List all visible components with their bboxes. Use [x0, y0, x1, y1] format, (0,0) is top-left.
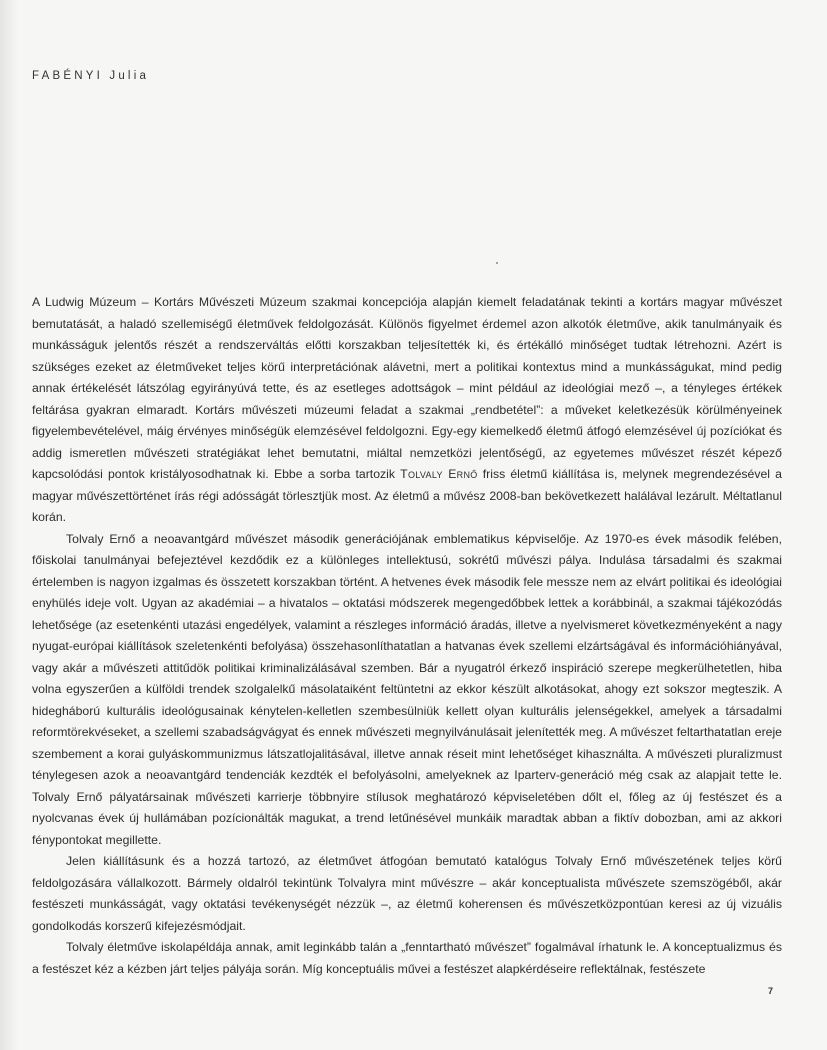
paragraph-2: Tolvaly Ernő a neoavantgárd művészet második generációjának emblematikus képviselője. Az 1970-es évek második felében, főiskolai tanulmányai befejeztével kezdődik ez a különleges intellektusú, sokrétű művészi pálya. Indulása társadalmi és szakmai értelemben is nagyon izgalmas és összetett korszakban történt. A hetvenes évek második fele messze nem az elvárt politikai és ideológiai enyhülés ideje volt. Ugyan az akadémiai – a hivatalos – oktatási módszerek megengedőbbek lettek a korábbinál, a szakmai tájékozódás lehetősége (az esetenkénti utazási engedélyek, valamint a részleges információ áradás, illetve a nyelvismeret következményeként a nagy nyugat-európai kiállítások szeletenkénti befolyása) összehasonlíthatatlan a hatvanas évek szellemi elzártságával és információhiányával, vagy akár a művészeti attitűdök politikai kriminalizálásával szemben. Bár a nyugatról érkező inspiráció szerepe megkerülhetetlen, hiba volna egyszerűen a külföldi trendek szolgalelkű másolataiként feltüntetni az ekkor készült alkotásokat, ahogy ezt sokszor megteszik. A hidegháború kulturális ideológusainak kénytelen-kelletlen szembesülniük kellett olyan kulturális jelenségekkel, amelyek a társadalmi reformtörekvéseket, a szellemi szabadságvágyat és ennek művészeti megnyilvánulásait jelenítették meg. A művészet feltarthatatlan ereje szembement a korai gulyáskommunizmus látszatlojalitásával, illetve annak réseit mint lehetőséget kihasználta. A művészeti pluralizmust ténylegesen azok a neoavantgárd tendenciák kezdték el befolyásolni, amelyeknek az Iparterv-generáció még csak az alapjait tette le. Tolvaly Ernő pályatársainak művészeti karrierje többnyire stílusok meghatározó képviseletében dőlt el, főleg az új festészet és a nyolcvanas évek új hullámában pozícionálták magukat, a trend letűnésével munkáik maradtak abban a fiktív dobozban, ami az akkori fénypontokat megillette.: [32, 531, 782, 847]
paragraph-3: Jelen kiállításunk és a hozzá tartozó, az életművet átfogóan bemutató katalógus Tolvaly Ernő művészetének teljes körű feldolgozására vállalkozott. Bármely oldalról tekintünk Tolvalyra mint művészre – akár konceptualista művészete szemszögéből, akár festészeti munkásságát, vagy oktatási tevékenységét nézzük –, az életmű koherensen és művészetközpontúan keresi az új vizuális gondolkodás korszerű kifejezésmódjait.: [32, 854, 782, 933]
article-body: [32, 292, 782, 980]
paragraph-1: [32, 292, 782, 529]
page-number: 7: [767, 986, 773, 996]
scan-speck: [496, 262, 498, 264]
author-given-name: Julia: [109, 70, 150, 82]
author-surname: FABÉNYI: [32, 70, 103, 82]
paragraph-1-text-b: friss életmű kiállítása is, melynek megrendezésével a magyar művészettörténet írás régi adósságát törlesztjük most. Az életmű a művész 2008-ban bekövetkezett halálával lezárult. Méltatlanul korán.: [32, 467, 782, 524]
author-header: [32, 70, 149, 82]
artist-name-smallcaps: Tolvaly Ernő: [400, 467, 478, 481]
paragraph-4: Tolvaly életműve iskolapéldája annak, amit leginkább talán a „fenntartható művészet” fogalmával írhatunk le. A konceptualizmus és a festészet kéz a kézben járt teljes pályája során. Míg konceptuális művei a festészet alapkérdéseire reflektálnak, festészete: [32, 940, 782, 976]
paragraph-1-text-a: A Ludwig Múzeum – Kortárs Művészeti Múzeum szakmai koncepciója alapján kiemelt feladatának tekinti a kortárs magyar művészet bemutatását, a haladó szellemiségű életművek feldolgozását. Különös figyelmet érdemel azon alkotók életműve, akik tanulmányaik és munkásságuk jelentős részét a rendszerváltás előtti korszakban teljesítették ki, és értékálló minőséget tudtak létrehozni. Azért is szükséges ezeket az életműveket teljes körű interpretációnak alávetni, mert a politikai kontextus mind a munkásságukat, mind pedig annak értékelését látszólag egyirányúvá tette, és az esetleges adottságok – mint például az ideológiai mező –, a tényleges értékek feltárása gyakran elmaradt. Kortárs művészeti múzeumi feladat a szakmai „rendbetétel”: a műveket keletkezésük körülményeinek figyelembevételével, máig érvényes minőségük elemzésével feldolgozni. Egy-egy kiemelkedő életmű átfogó elemzésével új pozíciókat és addig ismeretlen művészeti stratégiákat lehet bemutatni, miáltal nemzetközi jelentőségű, az egyetemes művészet részét képező kapcsolódási pontok kristályosodhatnak ki. Ebbe a sorba tartozik: [32, 295, 782, 481]
page-edge-shadow: [0, 0, 18, 1050]
